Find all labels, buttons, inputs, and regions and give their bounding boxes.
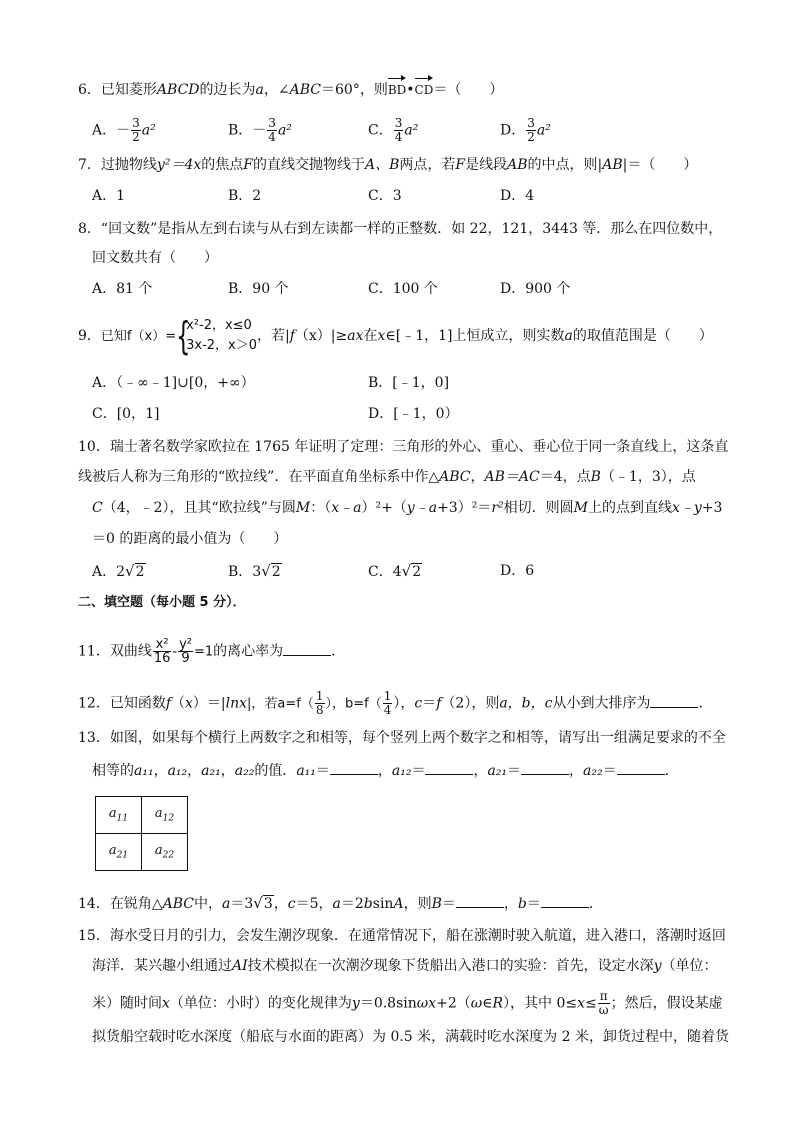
q-text: ），b=f（ <box>325 696 382 712</box>
q-text: ， <box>470 469 485 485</box>
q-text: ＝ <box>507 763 522 779</box>
question-number: 9． <box>78 328 101 344</box>
fraction <box>526 117 536 144</box>
sqrt-icon: √ <box>401 562 412 580</box>
q-text: ， <box>153 763 168 779</box>
cell-sub: 11 <box>116 813 129 824</box>
numerator: 1 <box>383 689 392 703</box>
q-text: 的取值范围是（ ） <box>572 328 713 344</box>
q-text: ， <box>377 763 392 779</box>
q-text: 技术模拟在一次潮汐现象下货船出入港口的实验：首先，设定水深 <box>247 958 654 974</box>
piece-row: 3x-2，x＞0 <box>186 338 257 353</box>
q-text: ，若| <box>257 328 290 344</box>
option-tail: a² <box>277 122 292 139</box>
q-text: 的边长为 <box>199 82 256 98</box>
q-text: ∈[﹣1，1]上恒成立，则实数 <box>385 328 565 344</box>
q-text: f <box>289 328 295 344</box>
q-text: y²＝4x <box>156 157 202 173</box>
option-10d[interactable] <box>500 561 534 581</box>
q-text: 从小到大排序为 <box>552 695 651 712</box>
numerator: 1 <box>315 689 324 703</box>
q-text: ， <box>220 763 235 779</box>
dot-product: • <box>406 82 415 98</box>
q-text: ）， <box>393 695 415 712</box>
q-text: 中， <box>193 896 222 912</box>
q-text: a <box>564 328 573 344</box>
q-text: a₁₁ <box>134 763 154 779</box>
fraction <box>267 117 277 144</box>
q-text: a₂₂ <box>234 763 255 779</box>
q-text: ＝60°，则 <box>321 82 388 98</box>
option-6b[interactable] <box>228 117 292 144</box>
q-text: 两点，若 <box>399 157 456 173</box>
numerator: y² <box>179 637 192 652</box>
fraction <box>315 690 325 717</box>
question-11 <box>78 638 345 665</box>
answer-blank[interactable] <box>283 641 331 656</box>
option-label: A． <box>92 564 117 580</box>
option-7c[interactable]: C．3 <box>368 188 402 204</box>
q-text: ABCD <box>156 82 200 98</box>
vector-cd: CD <box>415 80 434 100</box>
q-text: a <box>255 82 264 98</box>
option-6a[interactable] <box>92 117 156 144</box>
q-text: AI <box>232 958 248 974</box>
q-text: M <box>573 500 588 516</box>
radicand: 2 <box>271 564 281 580</box>
question-12 <box>78 690 712 717</box>
q-text: x﹣y <box>671 500 702 516</box>
cell-letter: a <box>108 843 117 859</box>
q-text: 米）随时间 <box>92 995 162 1012</box>
denominator: 2 <box>527 130 535 144</box>
option-label: D． <box>500 563 526 579</box>
answer-blank[interactable] <box>650 693 698 708</box>
q-text: 海水受日月的引力，会发生潮汐现象．在通常情况下，船在涨潮时驶入航道，进入港口，落潮时返回 <box>109 928 726 944</box>
denominator: 4 <box>383 703 392 717</box>
option-label: D． <box>500 122 526 139</box>
q-text: y <box>351 995 360 1012</box>
q-text: ABC <box>289 82 321 98</box>
q-text: AB <box>602 157 623 173</box>
q-text: ＝5， <box>295 896 333 912</box>
q-text: +3）²＝ <box>437 500 492 516</box>
number-grid <box>95 796 188 871</box>
q-text: ：（ <box>310 500 332 516</box>
q-text: x <box>377 328 386 344</box>
q-text: c <box>414 695 423 712</box>
option-10c[interactable] <box>368 561 422 582</box>
radicand: 3 <box>263 896 273 912</box>
q-text: 在锐角△ <box>109 896 163 912</box>
grid-cell <box>96 834 142 871</box>
q-text: 的离心率为 <box>213 643 284 660</box>
q-text: ax <box>347 328 364 344</box>
option-7b[interactable]: B．2 <box>228 188 262 204</box>
q-text: F <box>455 157 466 173</box>
q-text: a，b，c <box>499 695 553 712</box>
q-text: （4，﹣2），且其“欧拉线”与圆 <box>102 500 296 516</box>
numerator: 3 <box>268 116 276 130</box>
option-label: C． <box>368 564 393 580</box>
q-text: ）²+（ <box>361 500 407 516</box>
q-text: c <box>287 896 296 912</box>
q-text: b <box>517 896 527 912</box>
q-text: 瑞士著名数学家欧拉在 1765 年证明了定理：三角形的外心、重心、垂心位于同一条直线上，这条直 <box>109 439 729 455</box>
q-text: ＝0 的距离的最小值为（ ） <box>92 531 288 547</box>
q-text: |，若a=f（ <box>247 696 314 712</box>
q-text: 过抛物线 <box>100 157 157 173</box>
option-6c[interactable] <box>368 117 418 144</box>
q-text: C <box>92 500 103 516</box>
option-10b[interactable] <box>228 561 282 582</box>
sqrt-icon: √ <box>261 562 271 580</box>
question-10 <box>78 437 728 457</box>
q13-line2 <box>92 760 679 781</box>
cell-sub: 12 <box>162 813 175 824</box>
numerator: 3 <box>394 116 403 130</box>
answer-blank-a21[interactable] <box>521 760 569 775</box>
q-text: x <box>577 995 586 1012</box>
question-7 <box>78 155 697 175</box>
sqrt-icon: √ <box>253 894 263 912</box>
q-text: ， <box>503 896 518 912</box>
option-coef: 2 <box>116 564 126 580</box>
question-number: 15． <box>78 928 110 944</box>
q-text: （x）|≥ <box>294 328 348 344</box>
q-text: +2（ <box>436 995 471 1012</box>
answer-blank-a12[interactable] <box>425 760 473 775</box>
q-text: ），其中 0≤ <box>503 995 578 1012</box>
option-label: B． <box>228 564 253 580</box>
q-text: - <box>172 644 178 660</box>
question-number: 13． <box>78 730 110 746</box>
q-text: ， <box>273 896 288 912</box>
q-text: a <box>332 896 341 912</box>
q-text: +3 <box>701 500 723 516</box>
q-text: “回文数”是指从左到右读与从右到左读都一样的正整数．如 22，121，3443 等．那么在四位数中， <box>100 221 723 237</box>
option-label: C． <box>368 122 393 139</box>
q-text: x <box>185 695 193 712</box>
option-tail: a² <box>141 122 156 139</box>
grid-cell <box>96 797 142 834</box>
option-7a[interactable]: A．1 <box>92 188 126 204</box>
radicand: 2 <box>135 564 145 580</box>
q-text: ＝3 <box>230 896 254 912</box>
numerator: 3 <box>132 116 140 130</box>
numerator: 3 <box>527 116 535 130</box>
q-text: x﹣a <box>331 500 362 516</box>
option-10a[interactable] <box>92 561 146 582</box>
q-text: ． <box>664 763 679 779</box>
q-text: 线被后人称为三角形的“欧拉线”．在平面直角坐标系中作△ <box>78 469 440 485</box>
q-text: M <box>295 500 311 516</box>
q-text: ＝2 <box>340 896 364 912</box>
grid-row <box>96 797 188 834</box>
q-text: （2），则 <box>441 695 500 712</box>
q-text: A、B <box>364 157 400 173</box>
numerator: π <box>599 989 608 1003</box>
brace-icon: { <box>176 314 191 358</box>
option-8a[interactable]: A．81 个 <box>92 281 153 297</box>
q-text: x <box>162 995 170 1012</box>
q15-line2 <box>92 956 718 976</box>
q-text: a₁₂ <box>391 763 412 779</box>
q-text: ＝ <box>441 896 456 912</box>
option-tail: a² <box>404 122 419 139</box>
q-text: 在 <box>363 328 378 344</box>
question-13 <box>78 728 726 748</box>
q-text: f <box>436 695 442 712</box>
q-text: ． <box>698 695 713 712</box>
question-number: 11． <box>78 643 110 660</box>
q-text: （单位： <box>661 958 718 974</box>
q-text: ． <box>588 896 603 912</box>
q-text: a₁₂ <box>167 763 188 779</box>
q-text: 是线段 <box>465 157 508 173</box>
q-text: F <box>243 157 253 173</box>
q-text: 已知f（x）= <box>100 329 177 344</box>
q-text: 海洋．某兴趣小组通过 <box>92 958 232 974</box>
q-text: a₂₁ <box>201 763 221 779</box>
q-text: ， <box>569 763 584 779</box>
option-7d[interactable]: D．4 <box>500 188 535 204</box>
q-text: =1 <box>193 644 214 660</box>
q-text: 的焦点 <box>201 157 244 173</box>
q-text: ＝0.8sin <box>359 995 417 1012</box>
q-text: B <box>590 469 601 485</box>
fraction <box>178 638 193 665</box>
option-tail: a² <box>536 122 551 139</box>
q-text: 如图，如果每个横行上两数字之和相等，每个竖列上两个数字之和相等，请写出一组满足要求的不全 <box>109 730 726 746</box>
q-text: （ <box>171 695 186 712</box>
cell-letter: a <box>154 843 163 859</box>
q10-line2 <box>78 467 696 487</box>
cell-letter: a <box>108 806 117 822</box>
option-label: A． <box>92 122 117 139</box>
section-heading: 二、填空题（每小题 5 分）． <box>78 595 246 610</box>
q-text: 已知函数 <box>109 695 166 712</box>
numerator: x² <box>153 638 172 652</box>
piece-row: x²-2，x≤0 <box>186 318 252 333</box>
q-text: 的值． <box>254 763 297 779</box>
question-9 <box>78 316 713 356</box>
q-text: ；然后，假设某虚 <box>610 995 723 1012</box>
q-text: ＝4，点 <box>539 469 591 485</box>
q-text: 上的点到直线 <box>587 500 672 516</box>
option-sign: － <box>116 122 131 139</box>
question-number: 14． <box>78 896 110 912</box>
cell-letter: a <box>154 806 163 822</box>
q10-line3 <box>92 498 722 518</box>
denominator: 2 <box>132 130 140 144</box>
q-text: 的直线交抛物线于 <box>252 157 365 173</box>
q-text: |＝（ ） <box>622 157 698 173</box>
q-text: 已知菱形 <box>100 82 157 98</box>
option-coef: 3 <box>252 564 262 580</box>
q-text: y﹣a <box>406 500 438 516</box>
option-9a[interactable]: A．（﹣∞﹣1]∪[0，+∞） <box>92 375 255 391</box>
question-6 <box>78 80 503 100</box>
q-text: ＝ <box>315 763 330 779</box>
q-text: ． <box>331 643 346 660</box>
answer-blank-a22[interactable] <box>617 760 665 775</box>
q-text: （单位：小时）的变化规律为 <box>169 995 352 1012</box>
option-9d[interactable]: D．[﹣1，0） <box>368 406 459 422</box>
option-label: B． <box>228 122 253 139</box>
q-text: AB＝AC <box>484 469 540 485</box>
denominator: 16 <box>153 651 171 666</box>
option-8c[interactable]: C．100 个 <box>368 281 438 297</box>
cell-sub: 22 <box>162 850 175 861</box>
q-text: ωx <box>416 995 437 1012</box>
denominator: 9 <box>181 651 190 666</box>
q-text: ，则 <box>403 896 432 912</box>
q-text: ＝（ ） <box>433 82 504 98</box>
q-text: 的中点，则| <box>527 157 603 173</box>
grid-cell <box>142 797 188 834</box>
question-14 <box>78 893 603 914</box>
cell-sub: 21 <box>116 850 129 861</box>
answer-blank-b-side[interactable] <box>541 893 589 908</box>
question-15 <box>78 926 726 946</box>
vector-bd: BD <box>388 80 406 100</box>
q-text: f <box>165 695 172 712</box>
question-number: 10． <box>78 439 110 455</box>
q-text: B <box>431 896 442 912</box>
q-text: ＝ <box>411 763 426 779</box>
piecewise-function <box>176 316 257 356</box>
q-text: sin <box>372 896 394 912</box>
option-coef: 4 <box>392 564 402 580</box>
fraction <box>383 690 393 717</box>
q-text: ＝ <box>526 896 541 912</box>
q-text: 回文数共有（ ） <box>92 250 218 266</box>
q-text: ， <box>187 763 202 779</box>
q-text: 相等的 <box>92 763 134 779</box>
fraction <box>131 117 141 144</box>
denominator: 4 <box>394 130 403 144</box>
q-text: y <box>653 958 662 974</box>
q-text: 相切．则圆 <box>503 500 574 516</box>
q15-line3 <box>92 990 723 1017</box>
grid-row <box>96 834 188 871</box>
option-8b[interactable]: B．90 个 <box>228 281 289 297</box>
q-text: ，∠ <box>263 82 290 98</box>
question-number: 12． <box>78 695 110 712</box>
fraction <box>394 117 404 144</box>
question-8 <box>78 219 722 239</box>
option-8d[interactable]: D．900 个 <box>500 281 571 297</box>
q-text: a₂₁ <box>487 763 508 779</box>
q-text: ， <box>473 763 488 779</box>
question-number: 7． <box>78 157 101 173</box>
q-text: a₂₂ <box>583 763 603 779</box>
denominator: 8 <box>315 703 324 717</box>
option-6d[interactable] <box>500 117 551 144</box>
question-number: 6． <box>78 82 101 98</box>
q-text: A <box>393 896 404 912</box>
radicand: 2 <box>412 564 422 580</box>
q-text: a <box>221 896 231 912</box>
q-text: ABC <box>162 896 194 912</box>
q-text: b <box>363 896 373 912</box>
q-text: r² <box>491 500 504 516</box>
q-text: AB <box>507 157 528 173</box>
sqrt-icon: √ <box>125 562 135 580</box>
option-sign: － <box>252 122 267 139</box>
denominator: 4 <box>268 130 276 144</box>
answer-blank-b-angle[interactable] <box>456 893 504 908</box>
q-text: a₁₁ <box>296 763 316 779</box>
q-text: ＝ <box>422 695 437 712</box>
q-text: 拟货船空载时吃水深度（船底与水面的距离）为 0.5 米，满载时吃水深度为 2 米，卸货过程中，随着货 <box>92 1029 729 1045</box>
q-text: ω∈R <box>470 995 504 1012</box>
q-text: ABC <box>439 469 471 485</box>
denominator: ω <box>598 1003 609 1017</box>
grid-cell <box>142 834 188 871</box>
q-text: （﹣1，3），点 <box>600 469 696 485</box>
fraction <box>153 638 172 665</box>
option-coef: 6 <box>525 563 535 579</box>
q-text: lnx <box>225 695 248 712</box>
option-9b[interactable]: B．[﹣1，0] <box>368 375 450 391</box>
q-text: ）＝| <box>192 695 226 712</box>
fraction <box>598 990 610 1017</box>
q-text: ≤ <box>585 995 597 1012</box>
q-text: ＝ <box>602 763 617 779</box>
q-text: 双曲线 <box>109 643 152 660</box>
option-9c[interactable]: C．[0，1] <box>92 406 160 422</box>
answer-blank-a11[interactable] <box>330 760 378 775</box>
question-number: 8． <box>78 221 101 237</box>
